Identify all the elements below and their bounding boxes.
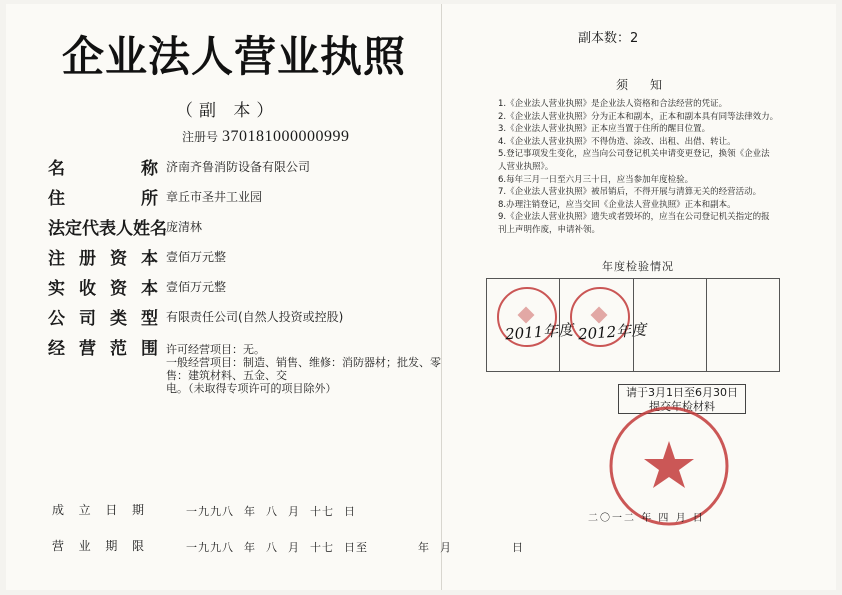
- inspection-year: 2012年度: [577, 320, 648, 344]
- scope-line: 电。（未取得专项许可的项目除外）: [166, 382, 337, 395]
- scope-line: 许可经营项目：无。: [166, 343, 265, 356]
- notice-item: 1.《企业法人营业执照》是企业法人资格和合法经营的凭证。: [498, 99, 728, 109]
- issue-date: 二〇一二 年 四 月 日: [588, 513, 705, 524]
- field-label: 实 收 资 本: [48, 279, 158, 299]
- copy-number: 副本数：2: [578, 31, 639, 46]
- term-label: 营 业 期 限: [52, 539, 144, 553]
- inspection-cell: [707, 279, 779, 371]
- business-scope: [166, 343, 441, 395]
- field-value: 章丘市圣井工业园: [166, 190, 263, 204]
- field-label: 名 称: [48, 159, 158, 179]
- notice-item: 4.《企业法人营业执照》不得伪造、涂改、出租、出借、转让。: [498, 136, 736, 147]
- field-value: 庞清林: [166, 220, 203, 234]
- inspection-cell: [487, 279, 574, 371]
- notice-title: 须知: [616, 78, 685, 92]
- notice-item: 9.《企业法人营业执照》遗失或者毁坏的，应当在公司登记机关指定的报: [498, 212, 770, 223]
- scope-line: 一般经营项目：制造、销售、维修：消防器材；批发、零售：建筑材料、五金、交: [166, 356, 441, 382]
- notice-item: 人营业执照》。: [498, 161, 554, 172]
- established-date: 一九九八 年 八 月 十七 日: [186, 505, 356, 518]
- field-label: 注 册 资 本: [48, 249, 158, 269]
- term-date: 一九九八 年 八 月 十七 日至 年 月 日: [186, 541, 524, 554]
- field-label: 住 所: [48, 189, 158, 209]
- official-seal-icon: [594, 396, 744, 526]
- registration-number: [182, 128, 350, 146]
- license-title: 企业法人营业执照: [62, 32, 407, 81]
- page-fold: [441, 4, 442, 590]
- notice-item: 8.办理注销登记，应当交回《企业法人营业执照》正本和副本。: [498, 199, 736, 210]
- reg-label: 注册号: [182, 130, 219, 144]
- notice-item: 7.《企业法人营业执照》被吊销后，不得开展与清算无关的经营活动。: [498, 187, 762, 198]
- inspection-cell: [560, 279, 648, 371]
- inspection-year: 2011年度: [504, 320, 574, 344]
- notice-item: 2.《企业法人营业执照》分为正本和副本，正本和副本具有同等法律效力。: [498, 111, 779, 122]
- annual-inspection-title: 年度检验情况: [602, 260, 674, 273]
- field-label: 公 司 类 型: [48, 309, 158, 329]
- notice-list: [498, 98, 796, 237]
- field-label: 经 营 范 围: [48, 339, 158, 359]
- field-value: 有限责任公司(自然人投资或控股): [166, 310, 344, 324]
- field-value: 壹佰万元整: [166, 280, 227, 294]
- notice-item: 6.每年三月一日至六月三十日，应当参加年度检验。: [498, 174, 694, 185]
- inspection-cell: [634, 279, 707, 371]
- notice-item: 5.登记事项发生变化，应当向公司登记机关申请变更登记，换领《企业法: [498, 149, 770, 160]
- copy-subtitle: （副 本）: [176, 101, 280, 121]
- reg-value: 370181000000999: [222, 128, 350, 145]
- license-page: [6, 4, 836, 590]
- field-value: 济南齐鲁消防设备有限公司: [166, 160, 311, 174]
- field-value: 壹佰万元整: [166, 250, 227, 264]
- notice-item: 3.《企业法人营业执照》正本应当置于住所的醒目位置。: [498, 124, 711, 135]
- inspection-grid: [486, 278, 780, 372]
- annual-reminder-stamp: 请于3月1日至6月30日 提交年检材料: [618, 384, 746, 414]
- notice-item: 刊上声明作废，申请补领。: [498, 224, 601, 235]
- established-label: 成 立 日 期: [52, 503, 144, 517]
- field-label: 法 定 代 表 人 姓 名: [48, 219, 167, 239]
